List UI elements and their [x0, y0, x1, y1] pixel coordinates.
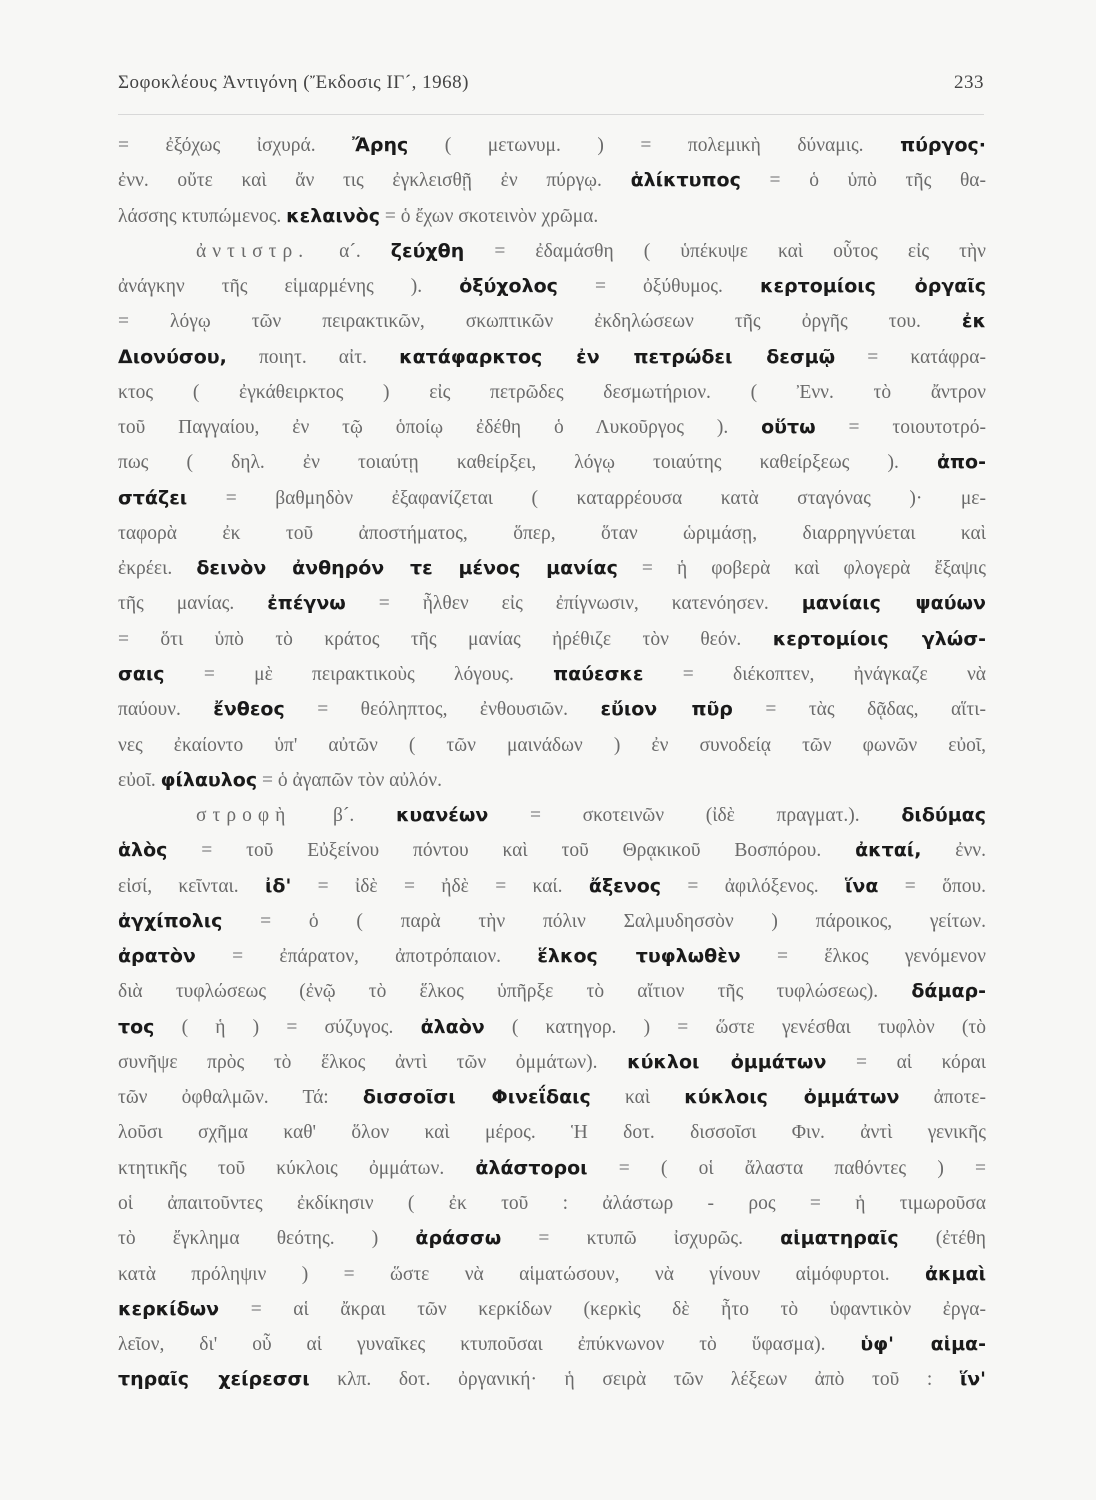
gloss-text: εὐοῖ.: [118, 769, 161, 791]
gloss-text: = κτυπῶ ἰσχυρῶς.: [501, 1228, 781, 1250]
lemma-term: κύκλοι ὀμμάτων: [627, 1050, 827, 1073]
gloss-text: πως ( δηλ. ἐν τοιαύτῃ καθείρξει, λόγῳ τοιαύτης καθείρξεως ).: [118, 452, 937, 474]
gloss-text: ποιητ. αἰτ.: [226, 346, 400, 368]
gloss-text: = ὅτι ὑπὸ τὸ κράτος τῆς μανίας ἠρέθιζε τὸν θεόν.: [118, 628, 773, 650]
lemma-term: κατάφαρκτος ἐν πετρώδει δεσμῷ: [399, 345, 836, 368]
lemma-term: ἀπο-: [936, 451, 986, 474]
lemma-term: κύκλοις ὀμμάτων: [684, 1086, 900, 1109]
text-line: [118, 1186, 986, 1221]
gloss-text: τῆς μανίας.: [118, 593, 268, 615]
gloss-text: ( κατηγορ. ) = ὥστε γενέσθαι τυφλὸν (τὸ: [484, 1016, 987, 1038]
text-line: [118, 904, 986, 939]
lemma-term: διδύμας: [901, 804, 986, 827]
gloss-text: οἱ ἀπαιτοῦντες ἐκδίκησιν ( ἐκ τοῦ : ἀλάστωρ - ρος = ἡ τιμωροῦσα: [118, 1192, 986, 1214]
gloss-text: = ὅπου.: [878, 875, 986, 897]
gloss-text: = ἐπάρατον, ἀποτρόπαιον.: [195, 946, 538, 968]
gloss-text: παύουν.: [118, 699, 214, 721]
commentary-text: [118, 128, 986, 1398]
text-line: [118, 939, 986, 974]
text-line: [118, 1292, 986, 1327]
text-line: [118, 1327, 986, 1362]
text-line: [118, 1080, 986, 1115]
page-number: 233: [954, 72, 984, 93]
gloss-text: καὶ: [590, 1087, 685, 1109]
gloss-text: ταφορὰ ἐκ τοῦ ἀποστήματος, ὅπερ, ὅταν ὡριμάσῃ, διαρρηγνύεται καὶ: [118, 522, 986, 544]
gloss-text: = ἐδαμάσθη ( ὑπέκυψε καὶ οὗτος εἰς τὴν: [464, 240, 986, 262]
text-line: [118, 128, 986, 163]
lemma-term: εὔιον πῦρ: [600, 698, 733, 721]
gloss-text: ἀποτε-: [899, 1087, 986, 1109]
gloss-text: λεῖον, δι' οὗ αἱ γυναῖκες κτυποῦσαι ἐπύκνωνον τὸ ὕφασμα).: [118, 1334, 861, 1356]
lemma-term: δισσοῖσι Φινεΐδαις: [362, 1086, 591, 1109]
text-line: [118, 551, 986, 586]
lemma-term: κελαινὸς: [286, 204, 380, 227]
text-line: [118, 869, 986, 904]
text-line: [118, 728, 986, 763]
gloss-text: = ἡ φοβερὰ καὶ φλογερὰ ἔξαψις: [617, 558, 987, 580]
gloss-text: β´.: [291, 805, 396, 827]
lemma-term: αἱματηραῖς: [780, 1227, 899, 1250]
gloss-text: τοῦ Παγγαίου, ἐν τῷ ὁποίῳ ἐδέθη ὁ Λυκοῦργος ).: [118, 417, 762, 439]
lemma-term: ἀγχίπολις: [118, 909, 223, 932]
gloss-text: α´.: [309, 240, 391, 262]
lemma-term: ἀκταί,: [855, 839, 922, 862]
gloss-text: ( μετωνυμ. ) = πολεμικὴ δύναμις.: [408, 135, 901, 156]
header-rule: [118, 114, 984, 115]
lemma-term: ἐπέγνω: [267, 592, 346, 615]
lemma-term: ἀρατὸν: [118, 945, 196, 968]
text-line: [118, 516, 986, 551]
lemma-term: δάμαρ-: [911, 980, 986, 1003]
text-line: [118, 304, 986, 339]
text-line: [118, 1045, 986, 1080]
gloss-text: διὰ τυφλώσεως (ἐνῷ τὸ ἕλκος ὑπῆρξε τὸ αἴτιον τῆς τυφλώσεως).: [118, 981, 912, 1003]
running-header: [118, 72, 984, 104]
text-line: [118, 798, 986, 833]
lemma-term: τηραῖς χείρεσσι: [118, 1368, 310, 1391]
text-line: [118, 657, 986, 692]
lemma-term: ἰδ': [265, 874, 292, 897]
lemma-term: ἀκμαὶ: [925, 1262, 986, 1285]
gloss-text: = ὁ ἔχων σκοτεινὸν χρῶμα.: [379, 205, 599, 227]
gloss-text: ἐνν. οὔτε καὶ ἄν τις ἐγκλεισθῇ ἐν πύργῳ.: [118, 170, 631, 192]
lemma-term: ζεύχθη: [390, 239, 465, 262]
lemma-term: ἁλὸς: [118, 839, 168, 862]
gloss-text: τὸ ἔγκλημα θεότης. ): [118, 1228, 416, 1250]
lemma-term: ἀλάστοροι: [475, 1156, 588, 1179]
lemma-term: πύργος·: [900, 134, 986, 156]
section-marker: ἀντιστρ.: [196, 240, 310, 262]
lemma-term: ἵνα: [845, 874, 879, 897]
lemma-term: κερτομίοις γλώσ-: [772, 627, 986, 650]
gloss-text: = τοῦ Εὐξείνου πόντου καὶ τοῦ Θρᾳκικοῦ Βοσπόρου.: [167, 840, 856, 862]
gloss-text: = μὲ πειρακτικοὺς λόγους.: [164, 663, 554, 685]
text-line: [118, 199, 986, 234]
lemma-term: ἁλίκτυπος: [630, 169, 741, 192]
text-line: [118, 692, 986, 727]
lemma-term: κυανέων: [395, 804, 489, 827]
gloss-text: ( ἡ ) = σύζυγος.: [154, 1016, 421, 1038]
text-line: [118, 1362, 986, 1397]
gloss-text: = ἐξόχως ἰσχυρά.: [118, 135, 353, 156]
text-line: [118, 340, 986, 375]
lemma-term: Ἄρης: [352, 134, 409, 156]
text-line: [118, 974, 986, 1009]
lemma-term: ἀλαὸν: [420, 1015, 485, 1038]
text-line: [118, 410, 986, 445]
gloss-text: = διέκοπτεν, ἠνάγκαζε νὰ: [643, 663, 986, 685]
gloss-text: = ἀφιλόξενος.: [661, 875, 846, 897]
gloss-text: = ἰδὲ = ἠδὲ = καί.: [291, 875, 589, 897]
gloss-text: = τὰς δᾷδας, αἵτι-: [732, 699, 986, 721]
lemma-term: παύεσκε: [553, 662, 644, 685]
lemma-term: ἕλκος τυφλωθὲν: [537, 945, 741, 968]
gloss-text: τῶν ὀφθαλμῶν. Τά:: [118, 1087, 363, 1109]
lemma-term: σαις: [118, 662, 165, 685]
lemma-term: ὀξύχολος: [459, 275, 558, 298]
gloss-text: κατὰ πρόληψιν ) = ὥστε νὰ αἱματώσουν, νὰ γίνουν αἱμόφυρτοι.: [118, 1263, 925, 1285]
gloss-text: κτητικῆς τοῦ κύκλοις ὀμμάτων.: [118, 1157, 476, 1179]
text-line: [118, 622, 986, 657]
gloss-text: = αἱ κόραι: [826, 1051, 986, 1073]
text-line: [118, 481, 986, 516]
lemma-term: Διονύσου,: [118, 345, 227, 368]
lemma-term: ὑφ' αἱμα-: [860, 1333, 986, 1356]
gloss-text: λοῦσι σχῆμα καθ' ὅλον καὶ μέρος. Ἡ δοτ. δισσοῖσι Φιν. ἀντὶ γενικῆς: [118, 1122, 986, 1144]
text-line: [118, 163, 986, 198]
gloss-text: = βαθμηδὸν ἐξαφανίζεται ( καταρρέουσα κατὰ σταγόνας )· με-: [187, 487, 986, 509]
gloss-text: εἰσί, κεῖνται.: [118, 875, 266, 897]
gloss-text: = θεόληπτος, ἐνθουσιῶν.: [284, 699, 601, 721]
gloss-text: = ( οἱ ἄλαστα παθόντες ) =: [587, 1157, 986, 1179]
gloss-text: συνῆψε πρὸς τὸ ἕλκος ἀντὶ τῶν ὀμμάτων).: [118, 1051, 628, 1073]
gloss-text: = αἱ ἄκραι τῶν κερκίδων (κερκὶς δὲ ἦτο τὸ ὑφαντικὸν ἐργα-: [219, 1298, 986, 1320]
text-line: [118, 269, 986, 304]
gloss-text: = τοιουτοτρό-: [815, 417, 986, 439]
gloss-text: = ὁ ὑπὸ τῆς θα-: [740, 170, 987, 192]
text-line: [118, 1151, 986, 1186]
gloss-text: κλπ. δοτ. ὀργανική· ἡ σειρὰ τῶν λέξεων ἀπὸ τοῦ :: [309, 1369, 960, 1391]
lemma-term: κερτομίοις ὀργαῖς: [759, 275, 986, 298]
gloss-text: = ὁ ( παρὰ τὴν πόλιν Σαλμυδησσὸν ) πάροικος, γείτων.: [222, 910, 986, 932]
gloss-text: (ἐτέθη: [898, 1228, 986, 1250]
text-line: [118, 445, 986, 480]
lemma-term: φίλαυλος: [160, 768, 258, 791]
gloss-text: λάσσης κτυπώμενος.: [118, 205, 287, 227]
text-line: [118, 1010, 986, 1045]
lemma-term: κερκίδων: [118, 1297, 220, 1320]
running-title: Σοφοκλέους Ἀντιγόνη (Ἔκδοσις ΙΓ´, 1968): [118, 72, 469, 93]
text-line: [118, 586, 986, 621]
gloss-text: = ἕλκος γενόμενον: [740, 946, 986, 968]
lemma-term: ἀράσσω: [415, 1227, 502, 1250]
gloss-text: ἐνν.: [921, 840, 986, 862]
gloss-text: κτος ( ἐγκάθειρκτος ) εἰς πετρῶδες δεσμωτήριον. ( Ἐνν. τὸ ἄντρον: [118, 381, 986, 403]
lemma-term: ἵν': [959, 1368, 986, 1391]
lemma-term: στάζει: [118, 486, 188, 509]
text-line: [118, 763, 986, 798]
text-line: [118, 234, 986, 269]
gloss-text: = ἦλθεν εἰς ἐπίγνωσιν, κατενόησεν.: [345, 593, 802, 615]
gloss-text: = ὀξύθυμος.: [557, 276, 760, 298]
lemma-term: ἔνθεος: [213, 698, 285, 721]
section-marker: στροφὴ: [196, 805, 292, 827]
gloss-text: ἀνάγκην τῆς εἱμαρμένης ).: [118, 276, 460, 298]
lemma-term: δεινὸν ἀνθηρόν τε μένος μανίας: [196, 557, 618, 580]
lemma-term: ἐκ: [961, 310, 986, 333]
gloss-text: = σκοτεινῶν (ἰδὲ πραγματ.).: [488, 805, 902, 827]
lemma-term: ἄξενος: [588, 874, 662, 897]
gloss-text: = ὁ ἀγαπῶν τὸν αὐλόν.: [257, 769, 442, 791]
text-line: [118, 833, 986, 868]
lemma-term: τος: [118, 1015, 155, 1038]
text-line: [118, 1115, 986, 1150]
lemma-term: μανίαις ψαύων: [801, 592, 986, 615]
gloss-text: = κατάφρα-: [835, 346, 986, 368]
gloss-text: ἐκρέει.: [118, 558, 197, 580]
gloss-text: = λόγῳ τῶν πειρακτικῶν, σκωπτικῶν ἐκδηλώσεων τῆς ὀργῆς του.: [118, 311, 962, 333]
lemma-term: οὕτω: [761, 416, 816, 439]
gloss-text: νες ἐκαίοντο ὑπ' αὐτῶν ( τῶν μαινάδων ) ἐν συνοδείᾳ τῶν φωνῶν εὐοῖ,: [118, 734, 986, 756]
text-line: [118, 1221, 986, 1256]
text-line: [118, 375, 986, 410]
text-line: [118, 1257, 986, 1292]
